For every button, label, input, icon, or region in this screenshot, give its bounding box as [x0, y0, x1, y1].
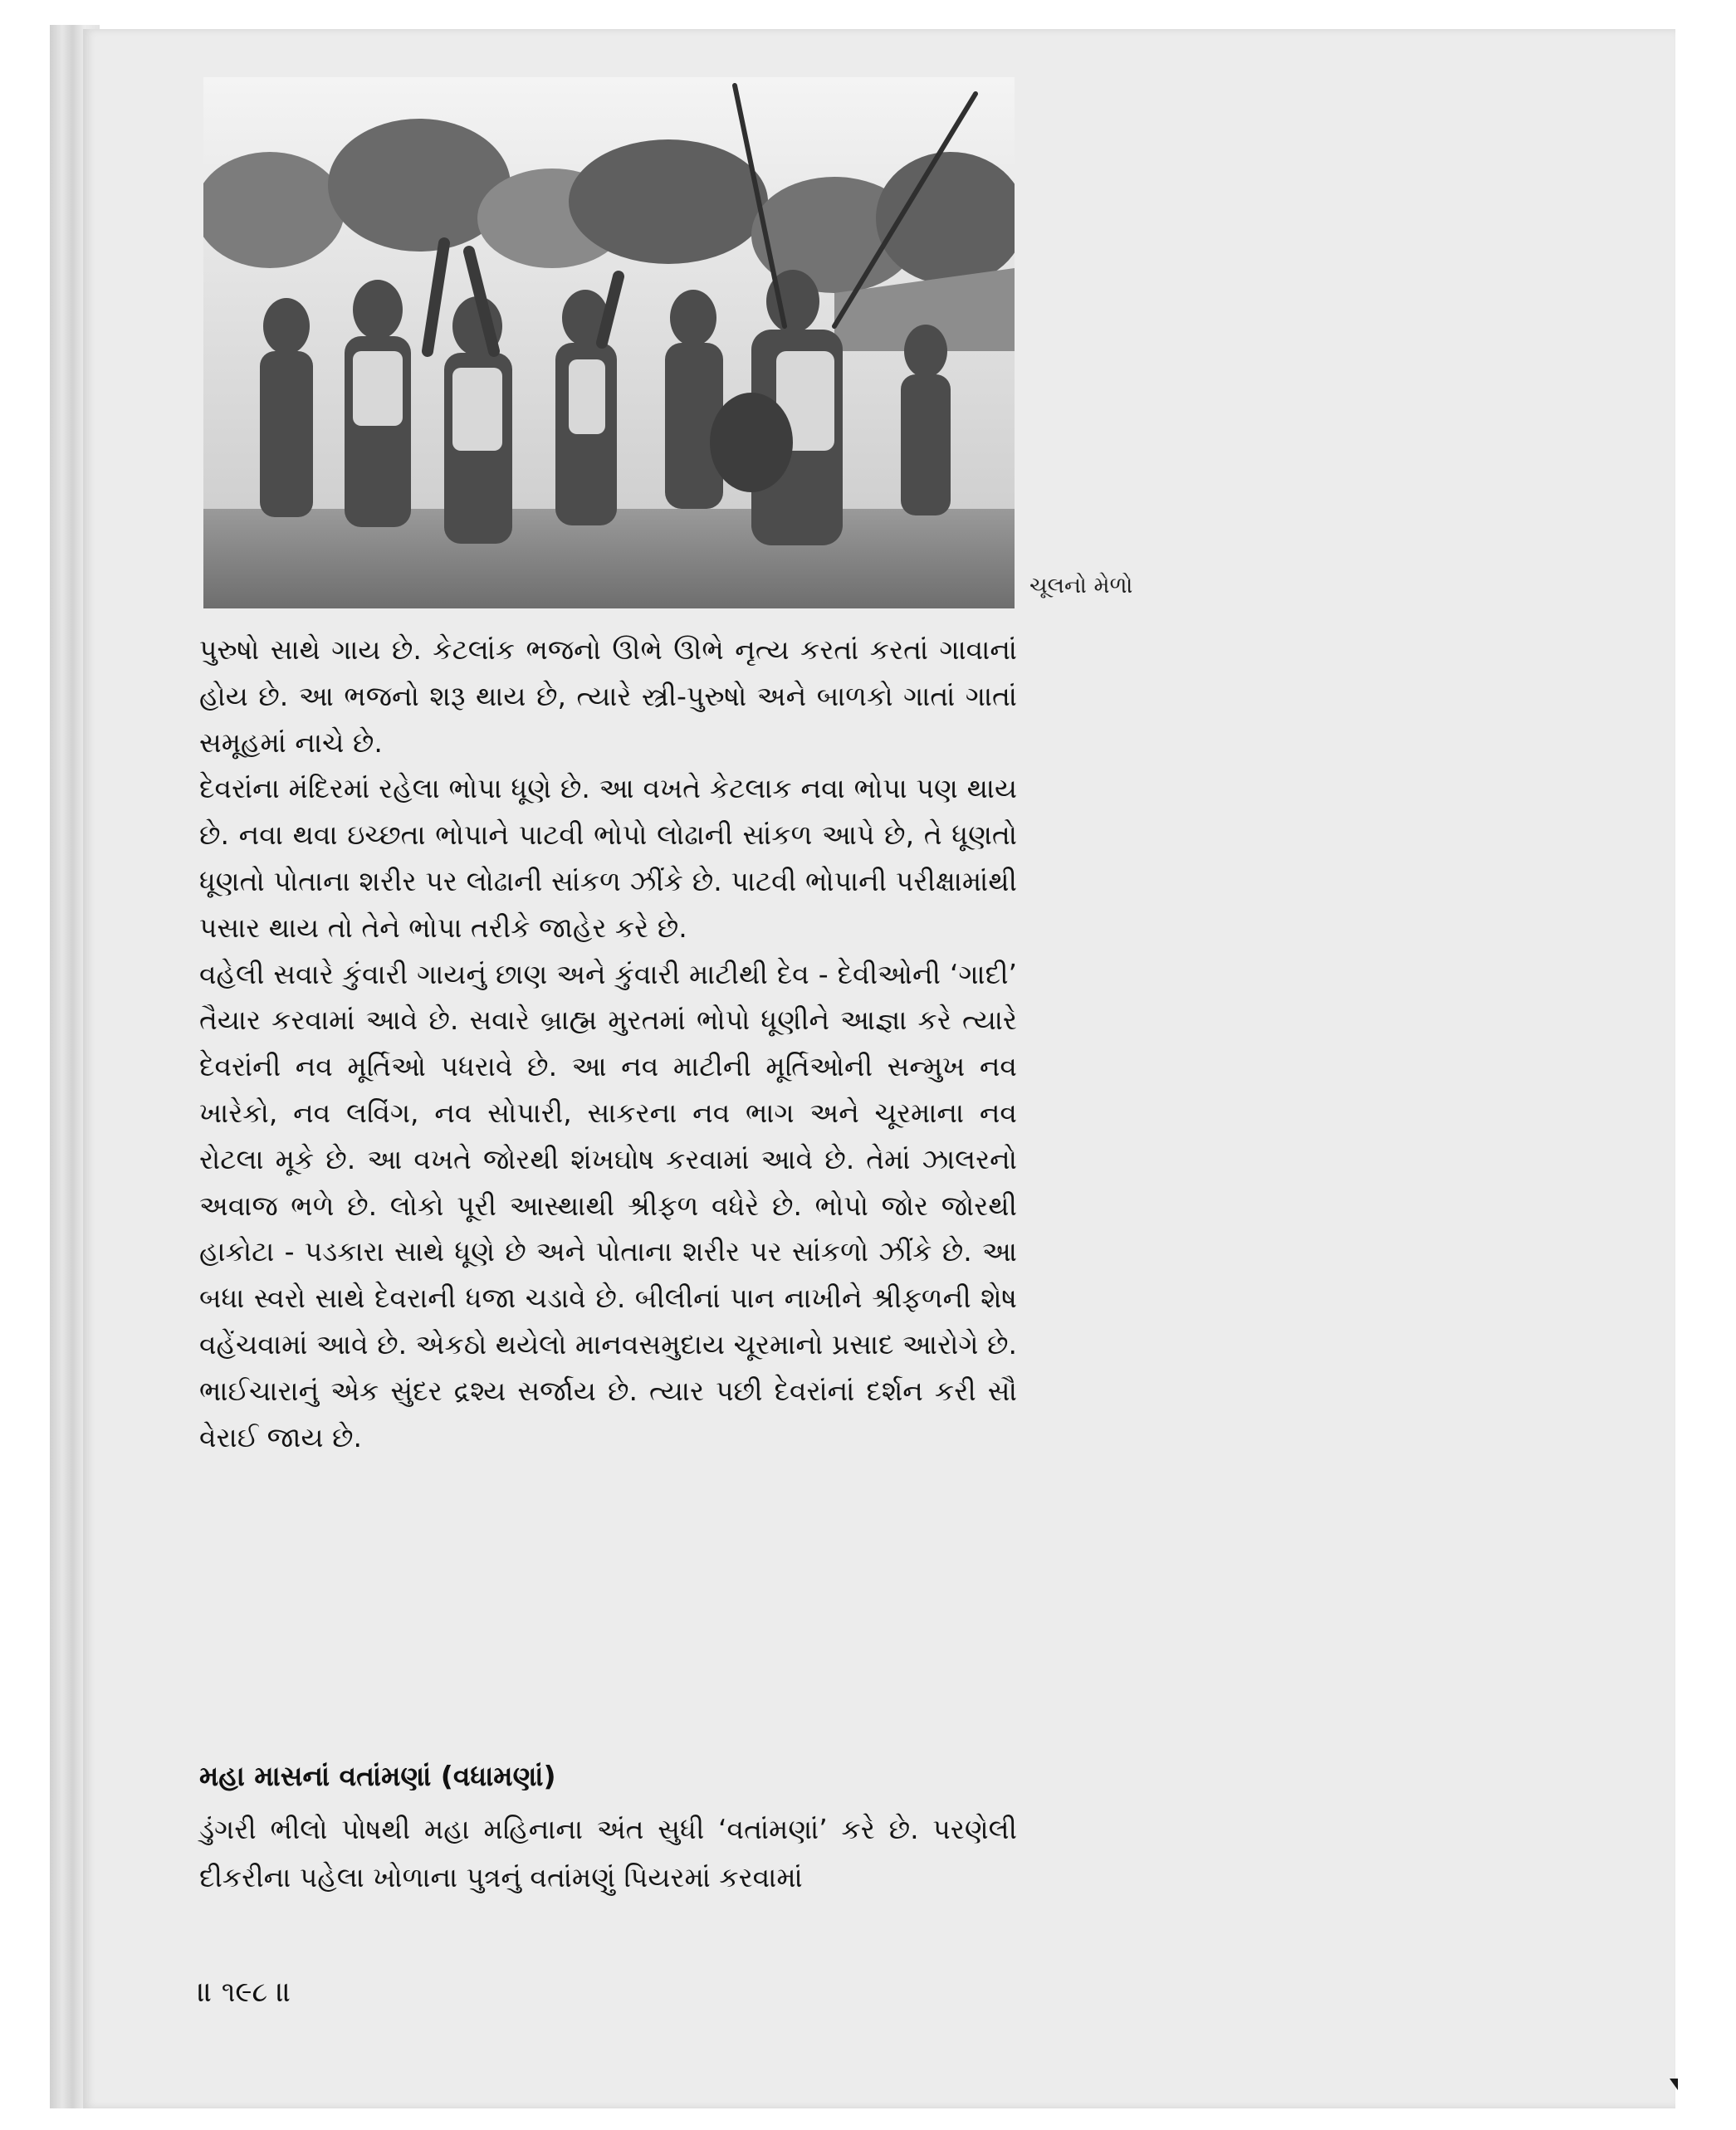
page-number: ॥ ૧૯૮ ॥ [198, 1976, 292, 2009]
body-text [199, 627, 1017, 1460]
paragraph: પુરુષો સાથે ગાય છે. કેટલાંક ભજનો ઊભે ઊભે નૃત્ય કરતાં કરતાં ગાવાનાં હોય છે. આ ભજનો શરૂ થાય છે, ત્યારે સ્ત્રી-પુરુષો અને બાળકો ગાતાં ગાતાં સમૂહમાં નાચે છે. [199, 633, 1017, 759]
section-body-text [199, 1805, 1017, 1902]
section-heading: મહા માસનાં વતાંમણાં (વધામણાં) [199, 1760, 556, 1792]
photo-caption: ચૂલનો મેળો [1029, 573, 1133, 598]
festival-photo [203, 77, 1015, 608]
paragraph: ડુંગરી ભીલો પોષથી મહા મહિનાના અંત સુધી ‘વતાંમણાં’ કરે છે. પરણેલી દીકરીના પહેલા ખોળાના પુત્રનું વતાંમણું પિયરમાં કરવામાં [199, 1813, 1017, 1893]
paragraph: વહેલી સવારે કુંવારી ગાયનું છાણ અને કુંવારી માટીથી દેવ - દેવીઓની ‘ગાદી’ તૈયાર કરવામાં આવે છે. સવારે બ્રાહ્મ મુરતમાં ભોપો ધૂણીને આજ્ઞા કરે ત્યારે દેવરાંની નવ મૂર્તિઓ પધરાવે છે. આ નવ માટીની મૂર્તિઓની સન્મુખ નવ ખારેકો, નવ લવિંગ, નવ સોપારી, સાકરના નવ ભાગ અને ચૂરમાના નવ રોટલા મૂકે છે. આ વખતે જોરથી શંખઘોષ કરવામાં આવે છે. તેમાં ઝાલરનો અવાજ ભળે છે. લોકો પૂરી આસ્થાથી શ્રીફળ વધેરે છે. ભોપો જોર જોરથી હાકોટા - પડકારા સાથે ધૂણે છે અને પોતાના શરીર પર સાંકળો ઝીંકે છે. આ બધા સ્વરો સાથે દેવરાની ધજા ચડાવે છે. બીલીનાં પાન નાખીને શ્રીફળની શેષ વહેંચવામાં આવે છે. એકઠો થયેલો માનવસમુદાય ચૂરમાનો પ્રસાદ આરોગે છે. ભાઈચારાનું એક સુંદર દ્રશ્ય સર્જાય છે. ત્યાર પછી દેવરાંનાં દર્શન કરી સૌ વેરાઈ જાય છે. [199, 957, 1017, 1453]
festival-photo-image [203, 77, 1015, 608]
corner-mark [1670, 2079, 1678, 2090]
paragraph: દેવરાંના મંદિરમાં રહેલા ભોપા ધૂણે છે. આ વખતે કેટલાક નવા ભોપા પણ થાય છે. નવા થવા ઇચ્છતા ભોપાને પાટવી ભોપો લોઢાની સાંકળ આપે છે, તે ધૂણતો ધૂણતો પોતાના શરીર પર લોઢાની સાંકળ ઝીંકે છે. પાટવી ભોપાની પરીક્ષામાંથી પસાર થાય તો તેને ભોપા તરીકે જાહેર કરે છે. [199, 772, 1017, 944]
